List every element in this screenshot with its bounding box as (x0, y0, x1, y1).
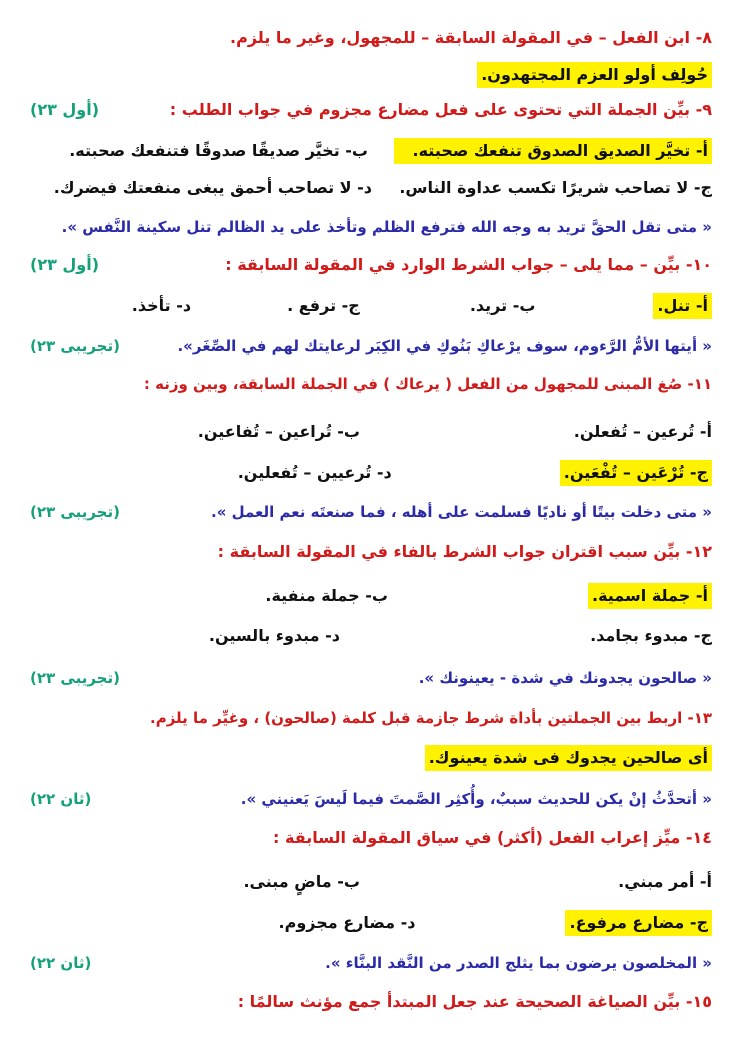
option-11b: ب- تُراعين – تُفاعين. (197, 422, 360, 441)
option-9d: د- لا تصاحب أحمق يبغى منفعتك فيضرك. (53, 178, 372, 197)
options-9-row1 (30, 138, 712, 164)
option-14a: أ- أمر مبني. (618, 872, 712, 891)
answer-8-highlight: حُولِف أولو العزم المجتهدون. (477, 62, 712, 88)
option-9c: ج- لا تصاحب شريرًا تكسب عداوة الناس. (399, 178, 712, 197)
question-13 (30, 706, 712, 730)
quote-3 (30, 500, 712, 524)
question-8 (30, 26, 712, 50)
question-9-text: ٩- بيِّن الجملة التي تحتوى على فعل مضارع مجزوم في جواب الطلب : (169, 100, 712, 119)
question-9 (30, 98, 712, 122)
question-8-text: ٨- ابن الفعل – في المقولة السابقة – للمجهول، وغير ما يلزم. (230, 28, 712, 47)
quote-1 (30, 215, 712, 239)
question-14 (30, 826, 712, 850)
question-14-text: ١٤- ميِّز إعراب الفعل (أكثر) في سياق المقولة السابقة : (273, 828, 712, 847)
option-10b: ب- تريد. (469, 296, 536, 315)
answer-8 (30, 62, 712, 88)
quote-4 (30, 666, 712, 690)
option-9b: ب- تخيَّر صديقًا صدوقًا فتنفعك صحبته. (69, 141, 368, 160)
options-11-row2 (30, 460, 712, 486)
question-10-text: ١٠- بيِّن – مما يلى – جواب الشرط الوارد في المقولة السابقة : (225, 255, 712, 274)
option-14b: ب- ماضٍ مبنى. (243, 872, 360, 891)
quote-6-tag: (ثان ٢٢) (30, 954, 92, 972)
quote-5-text: « أتحدَّثُ إنْ يكن للحديث سببٌ، وأُكثِر الصَّمتَ فيما لَيسَ يَعنيني ». (240, 790, 712, 808)
options-10-row (30, 293, 712, 319)
quote-4-tag: (تجريبى ٢٣) (30, 669, 120, 687)
quote-3-tag: (تجريبى ٢٣) (30, 503, 120, 521)
answer-13-highlight: أى صالحين يجدوك فى شدة يعينوك. (425, 745, 712, 771)
option-10d: د- تأخذ. (131, 296, 192, 315)
quote-2 (30, 334, 712, 358)
question-11-text: ١١- صُغ المبنى للمجهول من الفعل ( يرعاك ) في الجملة السابقة، وبين وزنه : (143, 375, 712, 393)
quote-2-text: « أيتها الأمُّ الرَّءوم، سوف يرْعاكِ بَنُوكِ في الكِبَر لرعايتك لهم في الصِّغَر». (177, 337, 712, 355)
option-10a: أ- تنل. (653, 293, 712, 319)
question-11 (30, 372, 712, 396)
question-10 (30, 253, 712, 277)
option-11d: د- تُرعيين – تُفعلين. (237, 463, 392, 482)
option-11c: ج- تُرْعَين – تُفْعَين. (560, 460, 712, 486)
quote-1-text: « متى تقل الحقَّ تريد به وجه الله فترفع الظلم وتأخذ على يد الظالم تنل سكينة النَّفس ». (61, 218, 712, 236)
quote-4-text: « صالحون يجدونك في شدة - يعينونك ». (418, 669, 712, 687)
quote-5-tag: (ثان ٢٢) (30, 790, 92, 808)
options-11-row1 (30, 420, 712, 444)
option-12b: ب- جملة منفية. (265, 586, 388, 605)
option-14d: د- مضارع مجزوم. (278, 913, 416, 932)
question-13-text: ١٣- اربط بين الجملتين بأداة شرط جازمة قبل كلمة (صالحون) ، وغيِّر ما يلزم. (150, 709, 712, 727)
answer-13 (30, 745, 712, 771)
quote-6-text: « المخلصون يرضون بما يثلج الصدر من النَّقد البنَّاء ». (325, 954, 712, 972)
option-14c: ج- مضارع مرفوع. (565, 910, 712, 936)
quote-2-tag: (تجريبى ٢٣) (30, 337, 120, 355)
question-12-text: ١٢- بيِّن سبب اقتران جواب الشرط بالفاء في المقولة السابقة : (217, 542, 712, 561)
options-12-row2 (30, 624, 712, 648)
quote-5 (30, 787, 712, 811)
quote-3-text: « متى دخلت بيتًا أو ناديًا فسلمت على أهله ، فما صنعتَه نعم العمل ». (211, 503, 712, 521)
options-12-row1 (30, 583, 712, 609)
options-14-row1 (30, 870, 712, 894)
question-15 (30, 990, 712, 1014)
option-9a: أ- تخيَّر الصديق الصدوق تنفعك صحبته. (394, 138, 712, 164)
option-12c: ج- مبدوء بجامد. (590, 626, 712, 645)
question-9-tag: (أول ٢٣) (30, 100, 100, 119)
option-11a: أ- تُرعين – تُفعلن. (573, 422, 712, 441)
option-10c: ج- ترفع . (287, 296, 360, 315)
question-12 (30, 540, 712, 564)
options-9-row2 (30, 176, 712, 200)
question-10-tag: (أول ٢٣) (30, 255, 100, 274)
option-12a: أ- جملة اسمية. (588, 583, 712, 609)
quote-6 (30, 951, 712, 975)
options-14-row2 (30, 910, 712, 936)
question-15-text: ١٥- بيِّن الصياغة الصحيحة عند جعل المبتدأ جمع مؤنث سالمًا : (237, 992, 712, 1011)
option-12d: د- مبدوء بالسين. (208, 626, 340, 645)
